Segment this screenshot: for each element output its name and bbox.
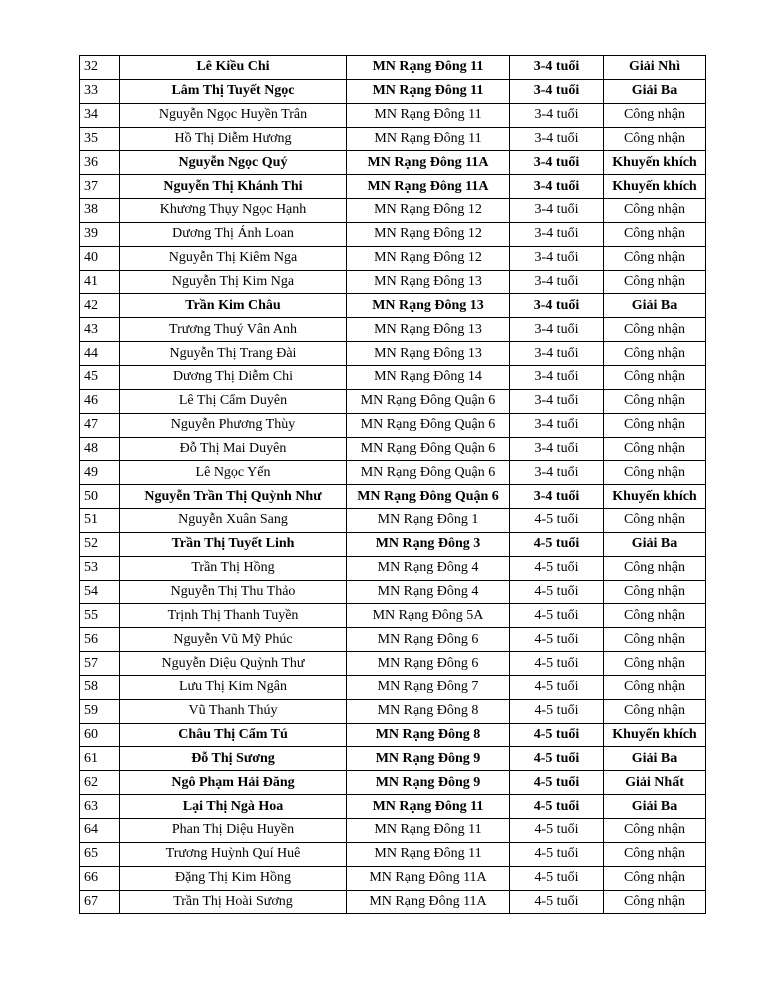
table-row [80,342,706,366]
school-name: MN Rạng Đông Quận 6 [347,437,510,461]
school-name: MN Rạng Đông 12 [347,222,510,246]
participant-name: Nguyễn Diệu Quỳnh Thư [120,652,347,676]
participant-name: Nguyễn Thị Kiêm Nga [120,246,347,270]
row-number: 32 [80,56,120,80]
table-row [80,365,706,389]
age-group: 4-5 tuổi [510,842,604,866]
age-group: 4-5 tuổi [510,890,604,914]
row-number: 46 [80,389,120,413]
age-group: 3-4 tuổi [510,318,604,342]
row-number: 38 [80,199,120,223]
table-row [80,866,706,890]
row-number: 42 [80,294,120,318]
participant-name: Nguyễn Thị Kim Nga [120,270,347,294]
participant-name: Nguyễn Xuân Sang [120,509,347,533]
table-row [80,318,706,342]
results-table [79,55,706,914]
participant-name: Đặng Thị Kim Hồng [120,866,347,890]
row-number: 41 [80,270,120,294]
table-row [80,389,706,413]
age-group: 3-4 tuổi [510,175,604,199]
table-row [80,723,706,747]
age-group: 4-5 tuổi [510,771,604,795]
table-row [80,532,706,556]
participant-name: Nguyễn Vũ Mỹ Phúc [120,628,347,652]
table-row [80,628,706,652]
participant-name: Nguyễn Thị Thu Thảo [120,580,347,604]
row-number: 64 [80,819,120,843]
table-row [80,56,706,80]
participant-name: Trương Thuý Vân Anh [120,318,347,342]
age-group: 3-4 tuổi [510,485,604,509]
table-row [80,222,706,246]
age-group: 3-4 tuổi [510,294,604,318]
age-group: 3-4 tuổi [510,342,604,366]
row-number: 66 [80,866,120,890]
school-name: MN Rạng Đông 11 [347,56,510,80]
award-result: Công nhận [604,866,706,890]
table-row [80,103,706,127]
age-group: 4-5 tuổi [510,604,604,628]
row-number: 36 [80,151,120,175]
award-result: Giải Ba [604,294,706,318]
age-group: 3-4 tuổi [510,199,604,223]
row-number: 44 [80,342,120,366]
age-group: 4-5 tuổi [510,723,604,747]
row-number: 39 [80,222,120,246]
participant-name: Trần Thị Hồng [120,556,347,580]
table-row [80,890,706,914]
award-result: Công nhận [604,222,706,246]
age-group: 3-4 tuổi [510,270,604,294]
school-name: MN Rạng Đông 12 [347,246,510,270]
age-group: 3-4 tuổi [510,222,604,246]
age-group: 4-5 tuổi [510,795,604,819]
row-number: 63 [80,795,120,819]
award-result: Công nhận [604,413,706,437]
table-row [80,556,706,580]
row-number: 58 [80,675,120,699]
award-result: Giải Nhì [604,56,706,80]
table-row [80,270,706,294]
results-table-body [80,56,706,914]
row-number: 47 [80,413,120,437]
age-group: 3-4 tuổi [510,151,604,175]
table-row [80,413,706,437]
school-name: MN Rạng Đông 8 [347,723,510,747]
table-row [80,485,706,509]
row-number: 57 [80,652,120,676]
participant-name: Đỗ Thị Sương [120,747,347,771]
school-name: MN Rạng Đông Quận 6 [347,485,510,509]
age-group: 4-5 tuổi [510,866,604,890]
school-name: MN Rạng Đông 11A [347,866,510,890]
table-row [80,246,706,270]
participant-name: Ngô Phạm Hải Đăng [120,771,347,795]
school-name: MN Rạng Đông 8 [347,699,510,723]
age-group: 4-5 tuổi [510,532,604,556]
participant-name: Phan Thị Diệu Huyền [120,819,347,843]
row-number: 51 [80,509,120,533]
school-name: MN Rạng Đông 13 [347,342,510,366]
age-group: 3-4 tuổi [510,79,604,103]
row-number: 55 [80,604,120,628]
award-result: Giải Nhất [604,771,706,795]
school-name: MN Rạng Đông 7 [347,675,510,699]
row-number: 65 [80,842,120,866]
award-result: Công nhận [604,842,706,866]
participant-name: Nguyễn Thị Khánh Thi [120,175,347,199]
participant-name: Lê Ngọc Yến [120,461,347,485]
school-name: MN Rạng Đông 6 [347,652,510,676]
school-name: MN Rạng Đông 11A [347,151,510,175]
age-group: 4-5 tuổi [510,556,604,580]
award-result: Công nhận [604,270,706,294]
school-name: MN Rạng Đông 11A [347,175,510,199]
school-name: MN Rạng Đông 5A [347,604,510,628]
school-name: MN Rạng Đông Quận 6 [347,461,510,485]
award-result: Công nhận [604,509,706,533]
table-row [80,199,706,223]
award-result: Công nhận [604,819,706,843]
table-row [80,127,706,151]
participant-name: Trịnh Thị Thanh Tuyền [120,604,347,628]
participant-name: Trần Thị Tuyết Linh [120,532,347,556]
participant-name: Vũ Thanh Thúy [120,699,347,723]
school-name: MN Rạng Đông 6 [347,628,510,652]
participant-name: Nguyễn Thị Trang Đài [120,342,347,366]
award-result: Công nhận [604,103,706,127]
table-row [80,151,706,175]
row-number: 60 [80,723,120,747]
award-result: Công nhận [604,699,706,723]
school-name: MN Rạng Đông 11A [347,890,510,914]
award-result: Công nhận [604,890,706,914]
participant-name: Nguyễn Trần Thị Quỳnh Như [120,485,347,509]
age-group: 3-4 tuổi [510,437,604,461]
school-name: MN Rạng Đông 14 [347,365,510,389]
award-result: Khuyến khích [604,485,706,509]
table-row [80,675,706,699]
row-number: 62 [80,771,120,795]
row-number: 50 [80,485,120,509]
participant-name: Dương Thị Diễm Chi [120,365,347,389]
award-result: Giải Ba [604,747,706,771]
participant-name: Dương Thị Ánh Loan [120,222,347,246]
school-name: MN Rạng Đông 11 [347,79,510,103]
participant-name: Đỗ Thị Mai Duyên [120,437,347,461]
table-row [80,437,706,461]
participant-name: Châu Thị Cẩm Tú [120,723,347,747]
row-number: 33 [80,79,120,103]
school-name: MN Rạng Đông 1 [347,509,510,533]
row-number: 37 [80,175,120,199]
school-name: MN Rạng Đông 11 [347,103,510,127]
participant-name: Trần Kim Châu [120,294,347,318]
award-result: Giải Ba [604,532,706,556]
table-row [80,79,706,103]
award-result: Công nhận [604,199,706,223]
school-name: MN Rạng Đông 9 [347,747,510,771]
age-group: 3-4 tuổi [510,56,604,80]
participant-name: Lê Thị Cẩm Duyên [120,389,347,413]
participant-name: Nguyễn Ngọc Quý [120,151,347,175]
award-result: Công nhận [604,461,706,485]
age-group: 3-4 tuổi [510,389,604,413]
participant-name: Nguyễn Phương Thùy [120,413,347,437]
table-row [80,699,706,723]
award-result: Khuyến khích [604,151,706,175]
school-name: MN Rạng Đông 9 [347,771,510,795]
award-result: Công nhận [604,652,706,676]
award-result: Công nhận [604,437,706,461]
age-group: 4-5 tuổi [510,580,604,604]
row-number: 61 [80,747,120,771]
row-number: 45 [80,365,120,389]
row-number: 67 [80,890,120,914]
row-number: 48 [80,437,120,461]
table-row [80,819,706,843]
row-number: 52 [80,532,120,556]
participant-name: Trương Huỳnh Quí Huê [120,842,347,866]
school-name: MN Rạng Đông Quận 6 [347,413,510,437]
award-result: Công nhận [604,628,706,652]
award-result: Công nhận [604,365,706,389]
award-result: Công nhận [604,389,706,413]
school-name: MN Rạng Đông 3 [347,532,510,556]
school-name: MN Rạng Đông 4 [347,580,510,604]
school-name: MN Rạng Đông 11 [347,127,510,151]
table-row [80,294,706,318]
award-result: Giải Ba [604,795,706,819]
table-row [80,771,706,795]
age-group: 3-4 tuổi [510,413,604,437]
award-result: Công nhận [604,127,706,151]
school-name: MN Rạng Đông Quận 6 [347,389,510,413]
participant-name: Lại Thị Ngà Hoa [120,795,347,819]
school-name: MN Rạng Đông 4 [347,556,510,580]
row-number: 59 [80,699,120,723]
participant-name: Trần Thị Hoài Sương [120,890,347,914]
school-name: MN Rạng Đông 11 [347,819,510,843]
age-group: 3-4 tuổi [510,246,604,270]
age-group: 3-4 tuổi [510,103,604,127]
school-name: MN Rạng Đông 13 [347,294,510,318]
participant-name: Nguyễn Ngọc Huyền Trân [120,103,347,127]
award-result: Giải Ba [604,79,706,103]
age-group: 4-5 tuổi [510,675,604,699]
age-group: 4-5 tuổi [510,819,604,843]
award-result: Khuyến khích [604,175,706,199]
table-row [80,461,706,485]
age-group: 4-5 tuổi [510,628,604,652]
school-name: MN Rạng Đông 11 [347,795,510,819]
award-result: Công nhận [604,604,706,628]
age-group: 3-4 tuổi [510,127,604,151]
age-group: 4-5 tuổi [510,747,604,771]
age-group: 4-5 tuổi [510,509,604,533]
table-row [80,604,706,628]
award-result: Công nhận [604,318,706,342]
participant-name: Khương Thụy Ngọc Hạnh [120,199,347,223]
participant-name: Lê Kiều Chi [120,56,347,80]
age-group: 4-5 tuổi [510,652,604,676]
school-name: MN Rạng Đông 11 [347,842,510,866]
award-result: Công nhận [604,675,706,699]
row-number: 34 [80,103,120,127]
table-row [80,747,706,771]
award-result: Công nhận [604,556,706,580]
row-number: 35 [80,127,120,151]
award-result: Công nhận [604,580,706,604]
row-number: 53 [80,556,120,580]
participant-name: Lâm Thị Tuyết Ngọc [120,79,347,103]
award-result: Công nhận [604,342,706,366]
row-number: 40 [80,246,120,270]
participant-name: Hồ Thị Diễm Hương [120,127,347,151]
age-group: 3-4 tuổi [510,365,604,389]
row-number: 43 [80,318,120,342]
table-row [80,580,706,604]
table-row [80,509,706,533]
award-result: Công nhận [604,246,706,270]
row-number: 54 [80,580,120,604]
table-row [80,842,706,866]
school-name: MN Rạng Đông 13 [347,270,510,294]
table-row [80,795,706,819]
award-result: Khuyến khích [604,723,706,747]
table-row [80,175,706,199]
age-group: 4-5 tuổi [510,699,604,723]
participant-name: Lưu Thị Kim Ngân [120,675,347,699]
row-number: 49 [80,461,120,485]
age-group: 3-4 tuổi [510,461,604,485]
row-number: 56 [80,628,120,652]
school-name: MN Rạng Đông 13 [347,318,510,342]
school-name: MN Rạng Đông 12 [347,199,510,223]
table-row [80,652,706,676]
